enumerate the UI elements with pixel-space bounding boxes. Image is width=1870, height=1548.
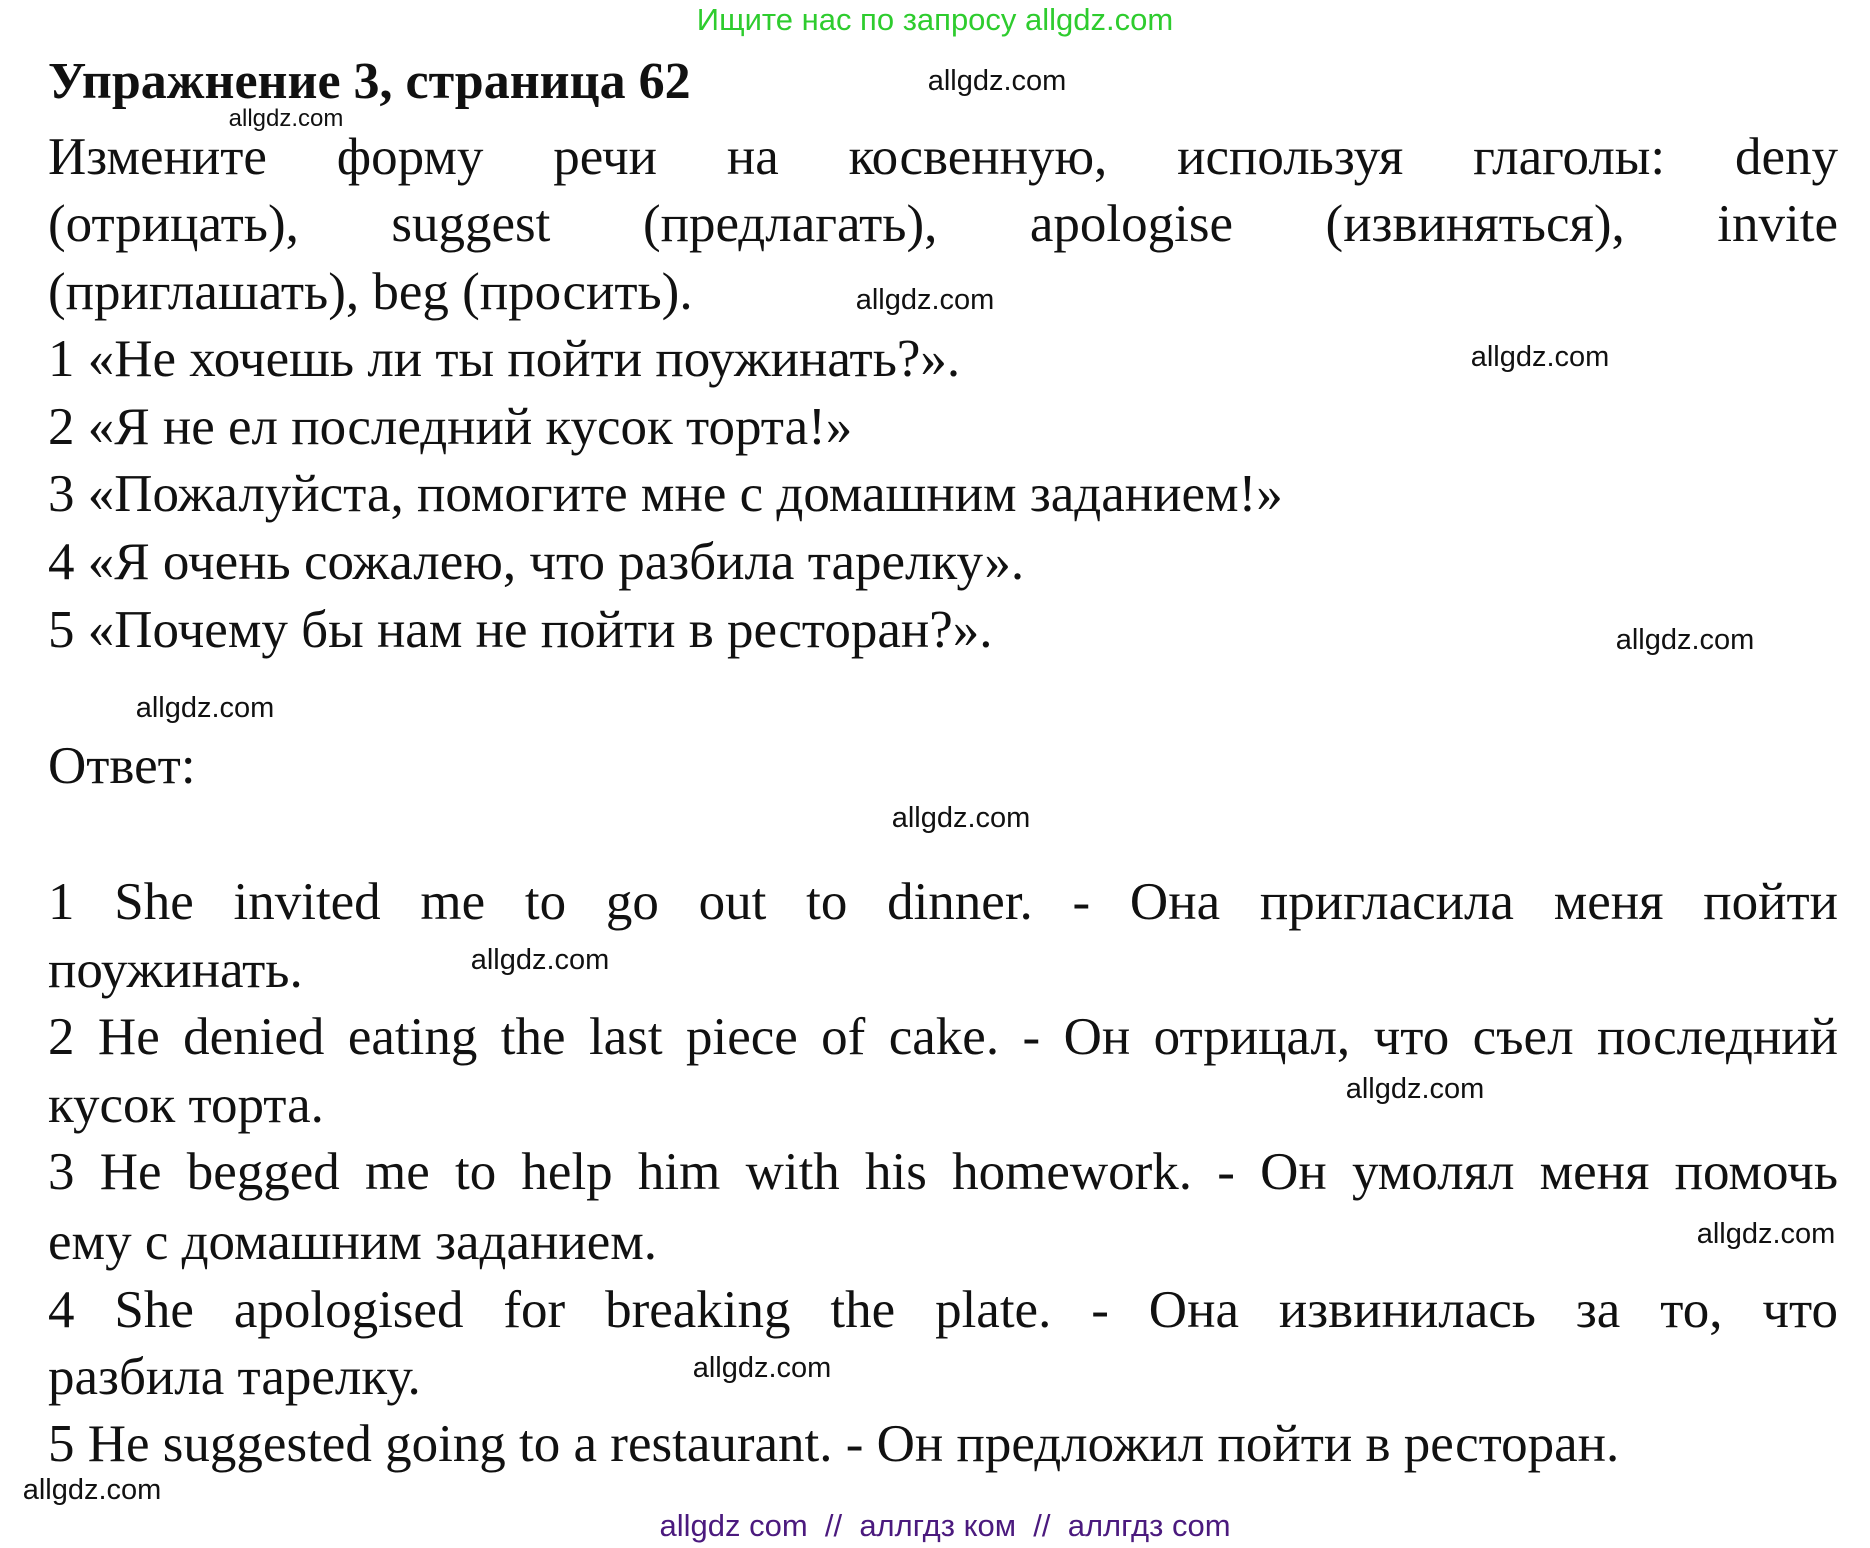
watermark: allgdz.com [135,692,275,724]
watermark: allgdz.com [22,1474,162,1506]
watermark: allgdz.com [228,105,344,132]
answer-line: кусок торта. [48,1076,324,1134]
task-line: (приглашать), beg (просить). [48,263,693,321]
watermark: allgdz.com [1696,1218,1836,1250]
exercise-item: 1 «Не хочешь ли ты пойти поужинать?». [48,330,961,388]
answer-line: 3 He begged me to help him with his homework. - Он умолял меня помочь [48,1143,1838,1201]
watermark: allgdz.com [927,65,1067,97]
page-title: Упражнение 3, страница 62 [48,53,691,110]
watermark: allgdz.com [692,1352,832,1384]
exercise-item: 5 «Почему бы нам не пойти в ресторан?». [48,601,993,659]
task-line: Измените форму речи на косвенную, используя глаголы: deny [48,128,1838,186]
watermark: allgdz.com [1615,624,1755,656]
task-line: (отрицать), suggest (предлагать), apologise (извиняться), invite [48,195,1838,253]
answer-label: Ответ: [48,737,196,795]
answer-line: 1 She invited me to go out to dinner. - Она пригласила меня пойти [48,873,1838,931]
answer-line: ему с домашним заданием. [48,1213,658,1271]
answer-line: разбила тарелку. [48,1348,421,1406]
answer-line: поужинать. [48,941,303,999]
search-banner: Ищите нас по запросу allgdz.com [696,2,1174,37]
watermark: allgdz.com [470,944,610,976]
answer-line: 2 He denied eating the last piece of cake. - Он отрицал, что съел последний [48,1008,1838,1066]
watermark: allgdz.com [1470,341,1610,373]
answer-line: 4 She apologised for breaking the plate. - Она извинилась за то, что [48,1281,1838,1339]
watermark: allgdz.com [891,802,1031,834]
answer-line: 5 He suggested going to a restaurant. - Он предложил пойти в ресторан. [48,1415,1620,1473]
watermark: allgdz.com [855,284,995,316]
footer-links: allgdz com // аллгдз ком // аллгдз com [659,1508,1231,1543]
exercise-item: 4 «Я очень сожалею, что разбила тарелку». [48,533,1025,591]
exercise-item: 2 «Я не ел последний кусок торта!» [48,398,853,456]
watermark: allgdz.com [1345,1073,1485,1105]
exercise-item: 3 «Пожалуйста, помогите мне с домашним заданием!» [48,465,1283,523]
